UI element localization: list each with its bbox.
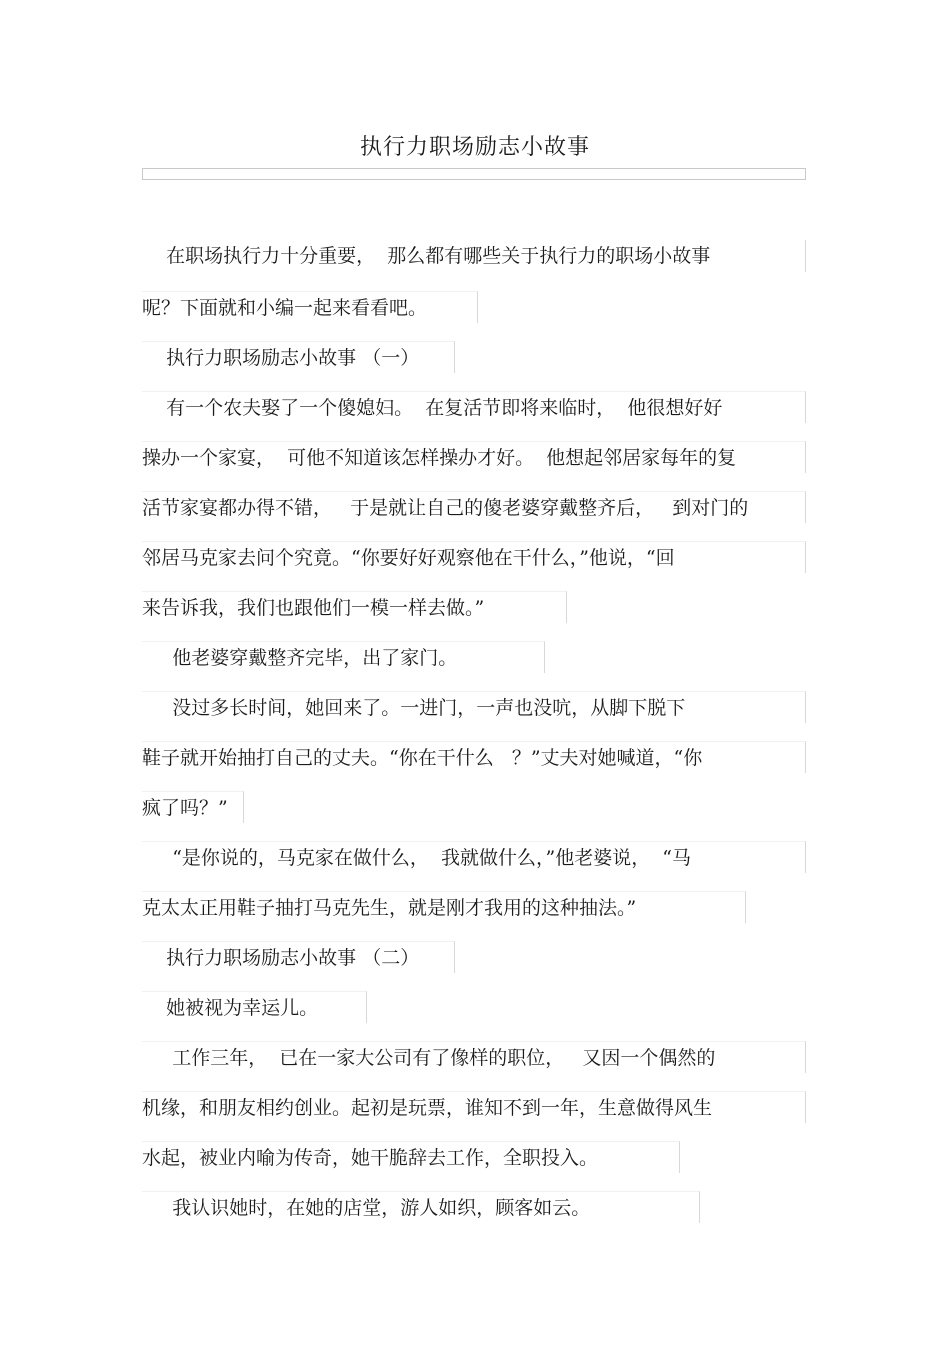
title-underline bbox=[142, 168, 806, 180]
text-line: 没过多长时间，她回来了。一进门，一声也没吭，从脚下脱下 bbox=[142, 691, 806, 723]
text-line: 水起，被业内喻为传奇，她干脆辞去工作，全职投入。 bbox=[142, 1141, 680, 1173]
text-line: 疯了吗？” bbox=[142, 791, 244, 823]
text-line: 邻居马克家去问个究竟。“你要好好观察他在干什么，”他说，“回 bbox=[142, 541, 806, 573]
text-line: 在职场执行力十分重要， 那么都有哪些关于执行力的职场小故事 bbox=[142, 240, 806, 272]
section-heading: 执行力职场励志小故事 （二） bbox=[142, 941, 455, 973]
text-line: 鞋子就开始抽打自己的丈夫。“你在干什么 ？”丈夫对她喊道，“你 bbox=[142, 741, 806, 773]
text-line: 他老婆穿戴整齐完毕，出了家门。 bbox=[142, 641, 545, 673]
text-line: 我认识她时，在她的店堂，游人如织，顾客如云。 bbox=[142, 1191, 700, 1223]
text-line: 有一个农夫娶了一个傻媳妇。 在复活节即将来临时， 他很想好好 bbox=[142, 391, 806, 423]
text-line: 活节家宴都办得不错， 于是就让自己的傻老婆穿戴整齐后， 到对门的 bbox=[142, 491, 806, 523]
text-line: 操办一个家宴， 可他不知道该怎样操办才好。 他想起邻居家每年的复 bbox=[142, 441, 806, 473]
text-line: 克太太正用鞋子抽打马克先生，就是刚才我用的这种抽法。” bbox=[142, 891, 746, 923]
text-line: “是你说的，马克家在做什么， 我就做什么，”他老婆说， “马 bbox=[142, 841, 806, 873]
document-title: 执行力职场励志小故事 bbox=[359, 135, 590, 160]
text-line: 工作三年， 已在一家大公司有了像样的职位， 又因一个偶然的 bbox=[142, 1041, 806, 1073]
text-line: 机缘，和朋友相约创业。起初是玩票，谁知不到一年，生意做得风生 bbox=[142, 1091, 806, 1123]
text-line: 呢？下面就和小编一起来看看吧。 bbox=[142, 291, 478, 323]
section-heading: 执行力职场励志小故事 （一） bbox=[142, 341, 455, 373]
text-line: 来告诉我，我们也跟他们一模一样去做。” bbox=[142, 591, 567, 623]
text-line: 她被视为幸运儿。 bbox=[142, 991, 367, 1023]
